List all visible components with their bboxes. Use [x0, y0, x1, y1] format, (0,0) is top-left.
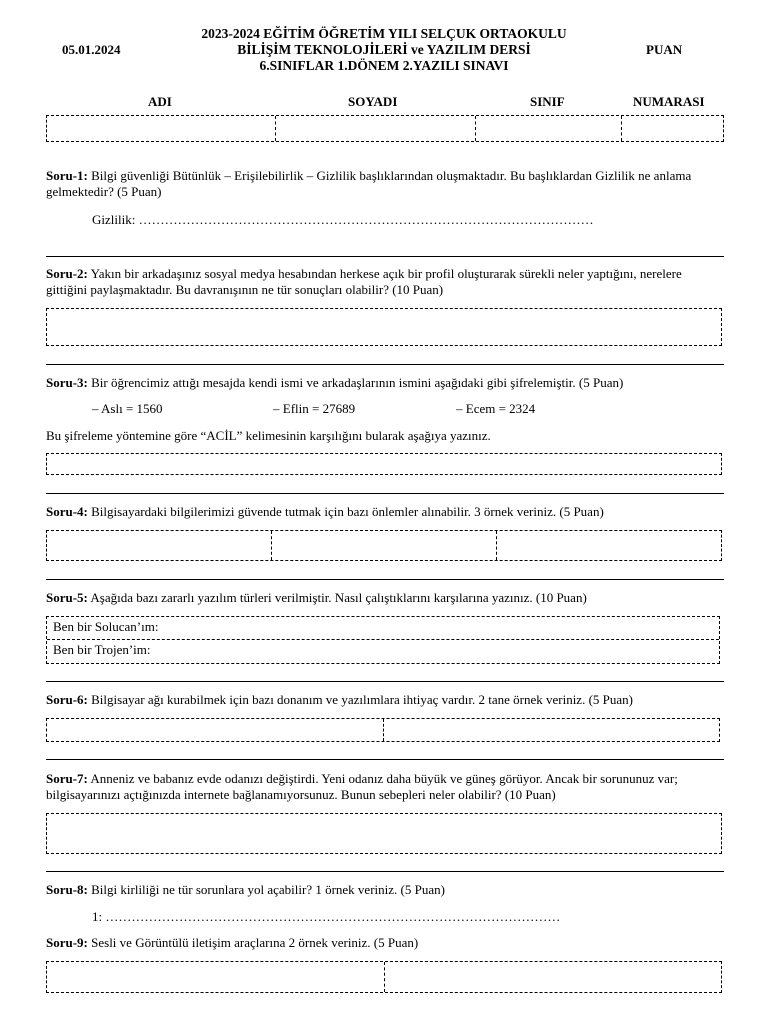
class-label: SINIF: [530, 94, 565, 109]
question-9-answer-2[interactable]: [385, 962, 721, 992]
class-field[interactable]: [476, 116, 622, 141]
worm-label: Ben bir Solucan’ım:: [53, 619, 159, 634]
question-2: [46, 266, 726, 298]
surname-label: SOYADI: [348, 94, 398, 109]
student-info-box: [46, 115, 724, 142]
question-3: [46, 375, 726, 391]
worm-row[interactable]: [47, 617, 719, 640]
question-6-answer-1[interactable]: [47, 719, 384, 741]
question-8-answer-dots: ……………………………………………………………………………………………: [105, 909, 561, 924]
question-4-answer-2[interactable]: [272, 531, 497, 560]
divider: [46, 256, 724, 257]
question-5-label: Soru-5:: [46, 590, 88, 605]
question-9-answer-box: [46, 961, 722, 993]
question-5: [46, 590, 726, 606]
title-line-2: BİLİŞİM TEKNOLOJİLERİ ve YAZILIM DERSİ: [237, 42, 531, 57]
question-9-text: Sesli ve Görüntülü iletişim araçlarına 2 örnek veriniz. (5 Puan): [87, 935, 419, 950]
title-line-3: 6.SINIFLAR 1.DÖNEM 2.YAZILI SINAVI: [259, 58, 509, 73]
example-asli: – Aslı = 1560: [92, 401, 163, 416]
name-field[interactable]: [47, 116, 276, 141]
question-1: [46, 168, 726, 200]
question-4-text: Bilgisayardaki bilgilerimizi güvende tutmak için bazı önlemler alınabilir. 3 örnek veriniz. (5 Puan): [87, 504, 604, 519]
divider: [46, 871, 724, 872]
title-line-1: 2023-2024 EĞİTİM ÖĞRETİM YILI SELÇUK ORTAOKULU: [201, 26, 567, 41]
divider: [46, 364, 724, 365]
question-7-text: Anneniz ve babanız evde odanızı değiştirdi. Yeni odanız daha büyük ve güneş görüyor. Ancak bir sorununuz var; bilgisayarınızı açtığınızda internete bağlanamıyorsunuz. Bunun sebepleri neler olabilir? (10 Puan): [46, 771, 678, 802]
question-1-text: Bilgi güvenliği Bütünlük – Erişilebilirlik – Gizlilik başlıklarından oluşmaktadır. Bu başlıklardan Gizlilik ne anlama gelmektedir? (5 Puan): [46, 168, 692, 199]
question-6-answer-box: [46, 718, 720, 742]
question-4: [46, 504, 726, 520]
question-9-label: Soru-9:: [46, 935, 88, 950]
question-7-answer-box[interactable]: [46, 813, 722, 854]
question-3-label: Soru-3:: [46, 375, 88, 390]
question-4-answer-box: [46, 530, 722, 561]
question-1-answer-dots: ……………………………………………………………………………………………: [138, 212, 594, 227]
divider: [46, 579, 724, 580]
question-3-answer-box[interactable]: [46, 453, 722, 475]
question-3-text: Bir öğrencimiz attığı mesajda kendi ismi ve arkadaşlarının ismini aşağıdaki gibi şifrelemiştir. (5 Puan): [87, 375, 624, 390]
divider: [46, 681, 724, 682]
question-1-label: Soru-1:: [46, 168, 88, 183]
trojan-row[interactable]: [47, 640, 719, 663]
question-4-answer-3[interactable]: [497, 531, 721, 560]
question-6-text: Bilgisayar ağı kurabilmek için bazı donanım ve yazılımlara ihtiyaç vardır. 2 tane örnek veriniz. (5 Puan): [87, 692, 633, 707]
trojan-label: Ben bir Trojen’im:: [53, 642, 151, 657]
surname-field[interactable]: [276, 116, 476, 141]
question-1-answer-prefix: Gizlilik:: [92, 212, 139, 227]
question-9-answer-1[interactable]: [47, 962, 385, 992]
divider: [46, 493, 724, 494]
name-label: ADI: [148, 94, 172, 109]
question-2-answer-box[interactable]: [46, 308, 722, 346]
question-8-answer-prefix: 1:: [92, 909, 106, 924]
question-8-label: Soru-8:: [46, 882, 88, 897]
score-label: PUAN: [646, 42, 683, 57]
question-5-text: Aşağıda bazı zararlı yazılım türleri verilmiştir. Nasıl çalıştıklarını karşılarına yazınız. (10 Puan): [87, 590, 587, 605]
question-6: [46, 692, 726, 708]
number-field[interactable]: [622, 116, 725, 141]
question-8: [46, 882, 726, 898]
question-7-label: Soru-7:: [46, 771, 88, 786]
number-label: NUMARASI: [633, 94, 705, 109]
question-4-answer-1[interactable]: [47, 531, 272, 560]
divider: [46, 759, 724, 760]
question-7: [46, 771, 726, 803]
question-8-answer[interactable]: [92, 909, 712, 925]
question-1-answer[interactable]: [92, 212, 712, 228]
example-eflin: – Eflin = 27689: [273, 401, 356, 416]
question-8-text: Bilgi kirliliği ne tür sorunlara yol açabilir? 1 örnek veriniz. (5 Puan): [87, 882, 445, 897]
example-ecem: – Ecem = 2324: [456, 401, 536, 416]
question-2-label: Soru-2:: [46, 266, 88, 281]
question-6-answer-2[interactable]: [384, 719, 719, 741]
question-6-label: Soru-6:: [46, 692, 88, 707]
question-4-label: Soru-4:: [46, 504, 88, 519]
question-2-text: Yakın bir arkadaşınız sosyal medya hesabından herkese açık bir profil oluşturarak sürekli neler yaptığını, nerelere gittiğini paylaşmaktadır. Bu davranışının ne tür sonuçları olabilir? (10 Puan): [46, 266, 682, 297]
question-5-answer-table: [46, 616, 720, 664]
exam-date: 05.01.2024: [62, 42, 121, 57]
question-3-instruction: Bu şifreleme yöntemine göre “ACİL” kelimesinin karşılığını bularak aşağıya yazınız.: [46, 428, 491, 443]
question-9: [46, 935, 726, 951]
